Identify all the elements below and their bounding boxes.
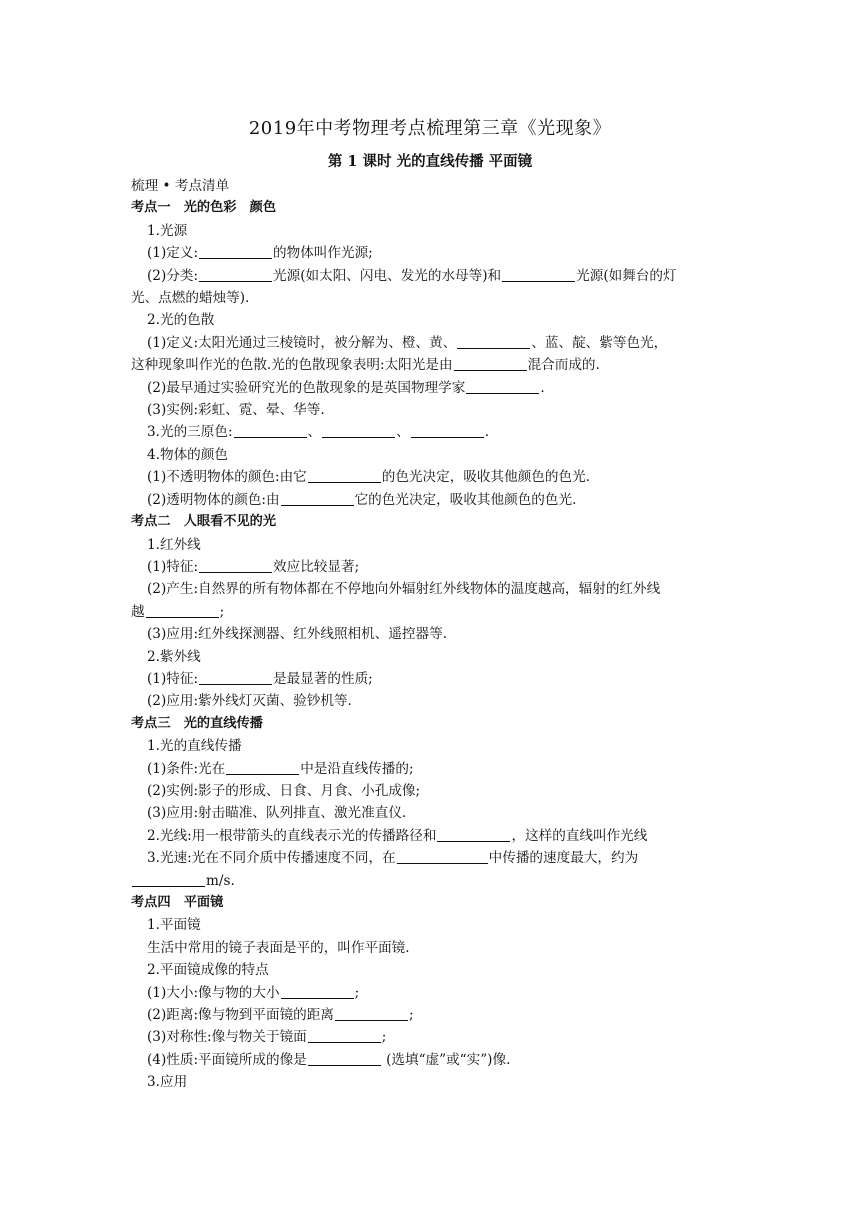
- line-light-ray: 2.光线:用一根带箭头的直线表示光的传播路径和 ，这样的直线叫作光线: [147, 827, 648, 844]
- line-dispersion-scientist: (2)最早通过实验研究光的色散现象的是英国物理学家 .: [147, 379, 545, 396]
- subtopic-mirror-application: 3.应用: [147, 1074, 188, 1091]
- line-dispersion-examples: (3)实例:彩虹、霓、晕、华等.: [147, 402, 325, 419]
- subtopic-infrared: 1.红外线: [147, 536, 201, 553]
- blank-field: [308, 469, 381, 483]
- line-infrared-generation-cont: 越 ;: [131, 603, 225, 620]
- line-dispersion-definition-cont: 这种现象叫作光的色散.光的色散现象表明:太阳光是由 混合而成的.: [131, 357, 600, 374]
- blank-field: [132, 873, 205, 887]
- line-infrared-feature: (1)特征: 效应比较显著;: [147, 558, 360, 575]
- blank-field: [411, 424, 484, 438]
- topic-heading-4: 考点四 平面镜: [131, 895, 224, 910]
- subtopic-light-source: 1.光源: [147, 222, 188, 239]
- blank-field: [308, 1052, 381, 1066]
- line-rectilinear-condition: (1)条件:光在 中是沿直线传播的;: [147, 760, 414, 777]
- subtopic-plane-mirror: 1.平面镜: [147, 917, 201, 934]
- line-light-speed: 3.光速:光在不同介质中传播速度不同，在 中传播的速度最大，约为: [147, 850, 639, 867]
- lesson-subtitle: 第 1 课时 光的直线传播 平面镜: [327, 153, 533, 170]
- topic-heading-3: 考点三 光的直线传播: [131, 715, 263, 731]
- line-primary-colors: 3.光的三原色: 、 、 .: [147, 424, 490, 441]
- blank-field: [457, 335, 530, 349]
- subtopic-object-color: 4.物体的颜色: [147, 446, 228, 463]
- blank-field: [281, 985, 354, 999]
- blank-field: [322, 424, 395, 438]
- line-infrared-generation: (2)产生:自然界的所有物体都在不停地向外辐射红外线物体的温度越高，辐射的红外线: [147, 581, 661, 598]
- blank-field: [234, 424, 307, 438]
- line-light-speed-cont: m/s.: [131, 870, 733, 892]
- blank-field: [226, 761, 299, 775]
- blank-field: [199, 268, 272, 282]
- line-image-distance: (2)距离:像与物到平面镜的距离 ;: [147, 1007, 414, 1024]
- document-body: [131, 175, 733, 1094]
- blank-field: [146, 604, 219, 618]
- subtopic-dispersion: 2.光的色散: [147, 312, 215, 329]
- blank-field: [335, 1007, 408, 1021]
- line-light-source-class: (2)分类: 光源(如太阳、闪电、发光的水母等)和 光源(如舞台的灯: [147, 267, 677, 284]
- line-image-nature: (4)性质:平面镜所成的像是 (选填“虚”或“实”)像.: [147, 1051, 511, 1068]
- blank-field: [454, 357, 527, 371]
- line-light-source-definition: (1)定义: 的物体叫作光源;: [147, 245, 373, 262]
- blank-field: [199, 245, 272, 259]
- blank-field: [199, 559, 272, 573]
- blank-field: [397, 850, 488, 864]
- topic-heading-2: 考点二 人眼看不见的光: [131, 514, 277, 530]
- line-image-symmetry: (3)对称性:像与物关于镜面 ;: [147, 1029, 387, 1046]
- subtopic-mirror-image: 2.平面镜成像的特点: [147, 962, 269, 979]
- blank-field: [199, 671, 272, 685]
- blank-field: [281, 492, 354, 506]
- line-light-source-class-cont: 光、点燃的蜡烛等).: [131, 290, 250, 307]
- line-opaque-color: (1)不透明物体的颜色:由它 的色光决定，吸收其他颜色的色光.: [147, 469, 591, 486]
- document-title: 2019年中考物理考点梳理第三章《光现象》: [248, 118, 612, 139]
- line-infrared-application: (3)应用:红外线探测器、红外线照相机、遥控器等.: [147, 626, 448, 643]
- line-transparent-color: (2)透明物体的颜色:由 它的色光决定，吸收其他颜色的色光.: [147, 491, 577, 508]
- blank-field: [466, 380, 539, 394]
- line-ultraviolet-application: (2)应用:紫外线灯灭菌、验钞机等.: [147, 693, 352, 710]
- blank-field: [502, 268, 575, 282]
- line-ultraviolet-feature: (1)特征: 是最显著的性质;: [147, 670, 373, 687]
- line-rectilinear-examples: (2)实例:影子的形成、日食、月食、小孔成像;: [147, 782, 421, 799]
- line-rectilinear-application: (3)应用:射击瞄准、队列排直、激光准直仪.: [147, 805, 407, 822]
- line-plane-mirror-desc: 生活中常用的镜子表面是平的，叫作平面镜.: [147, 939, 410, 956]
- topic-heading-1: 考点一 光的色彩 颜色: [131, 200, 277, 216]
- subtopic-rectilinear: 1.光的直线传播: [147, 738, 242, 755]
- subtopic-ultraviolet: 2.紫外线: [147, 648, 201, 665]
- blank-field: [437, 828, 510, 842]
- line-image-size: (1)大小:像与物的大小 ;: [147, 984, 360, 1001]
- blank-field: [308, 1029, 381, 1043]
- section-label: 梳理 • 考点清单: [131, 178, 230, 194]
- line-dispersion-definition: (1)定义:太阳光通过三棱镜时，被分解为、橙、黄、 、蓝、靛、紫等色光，: [147, 334, 668, 351]
